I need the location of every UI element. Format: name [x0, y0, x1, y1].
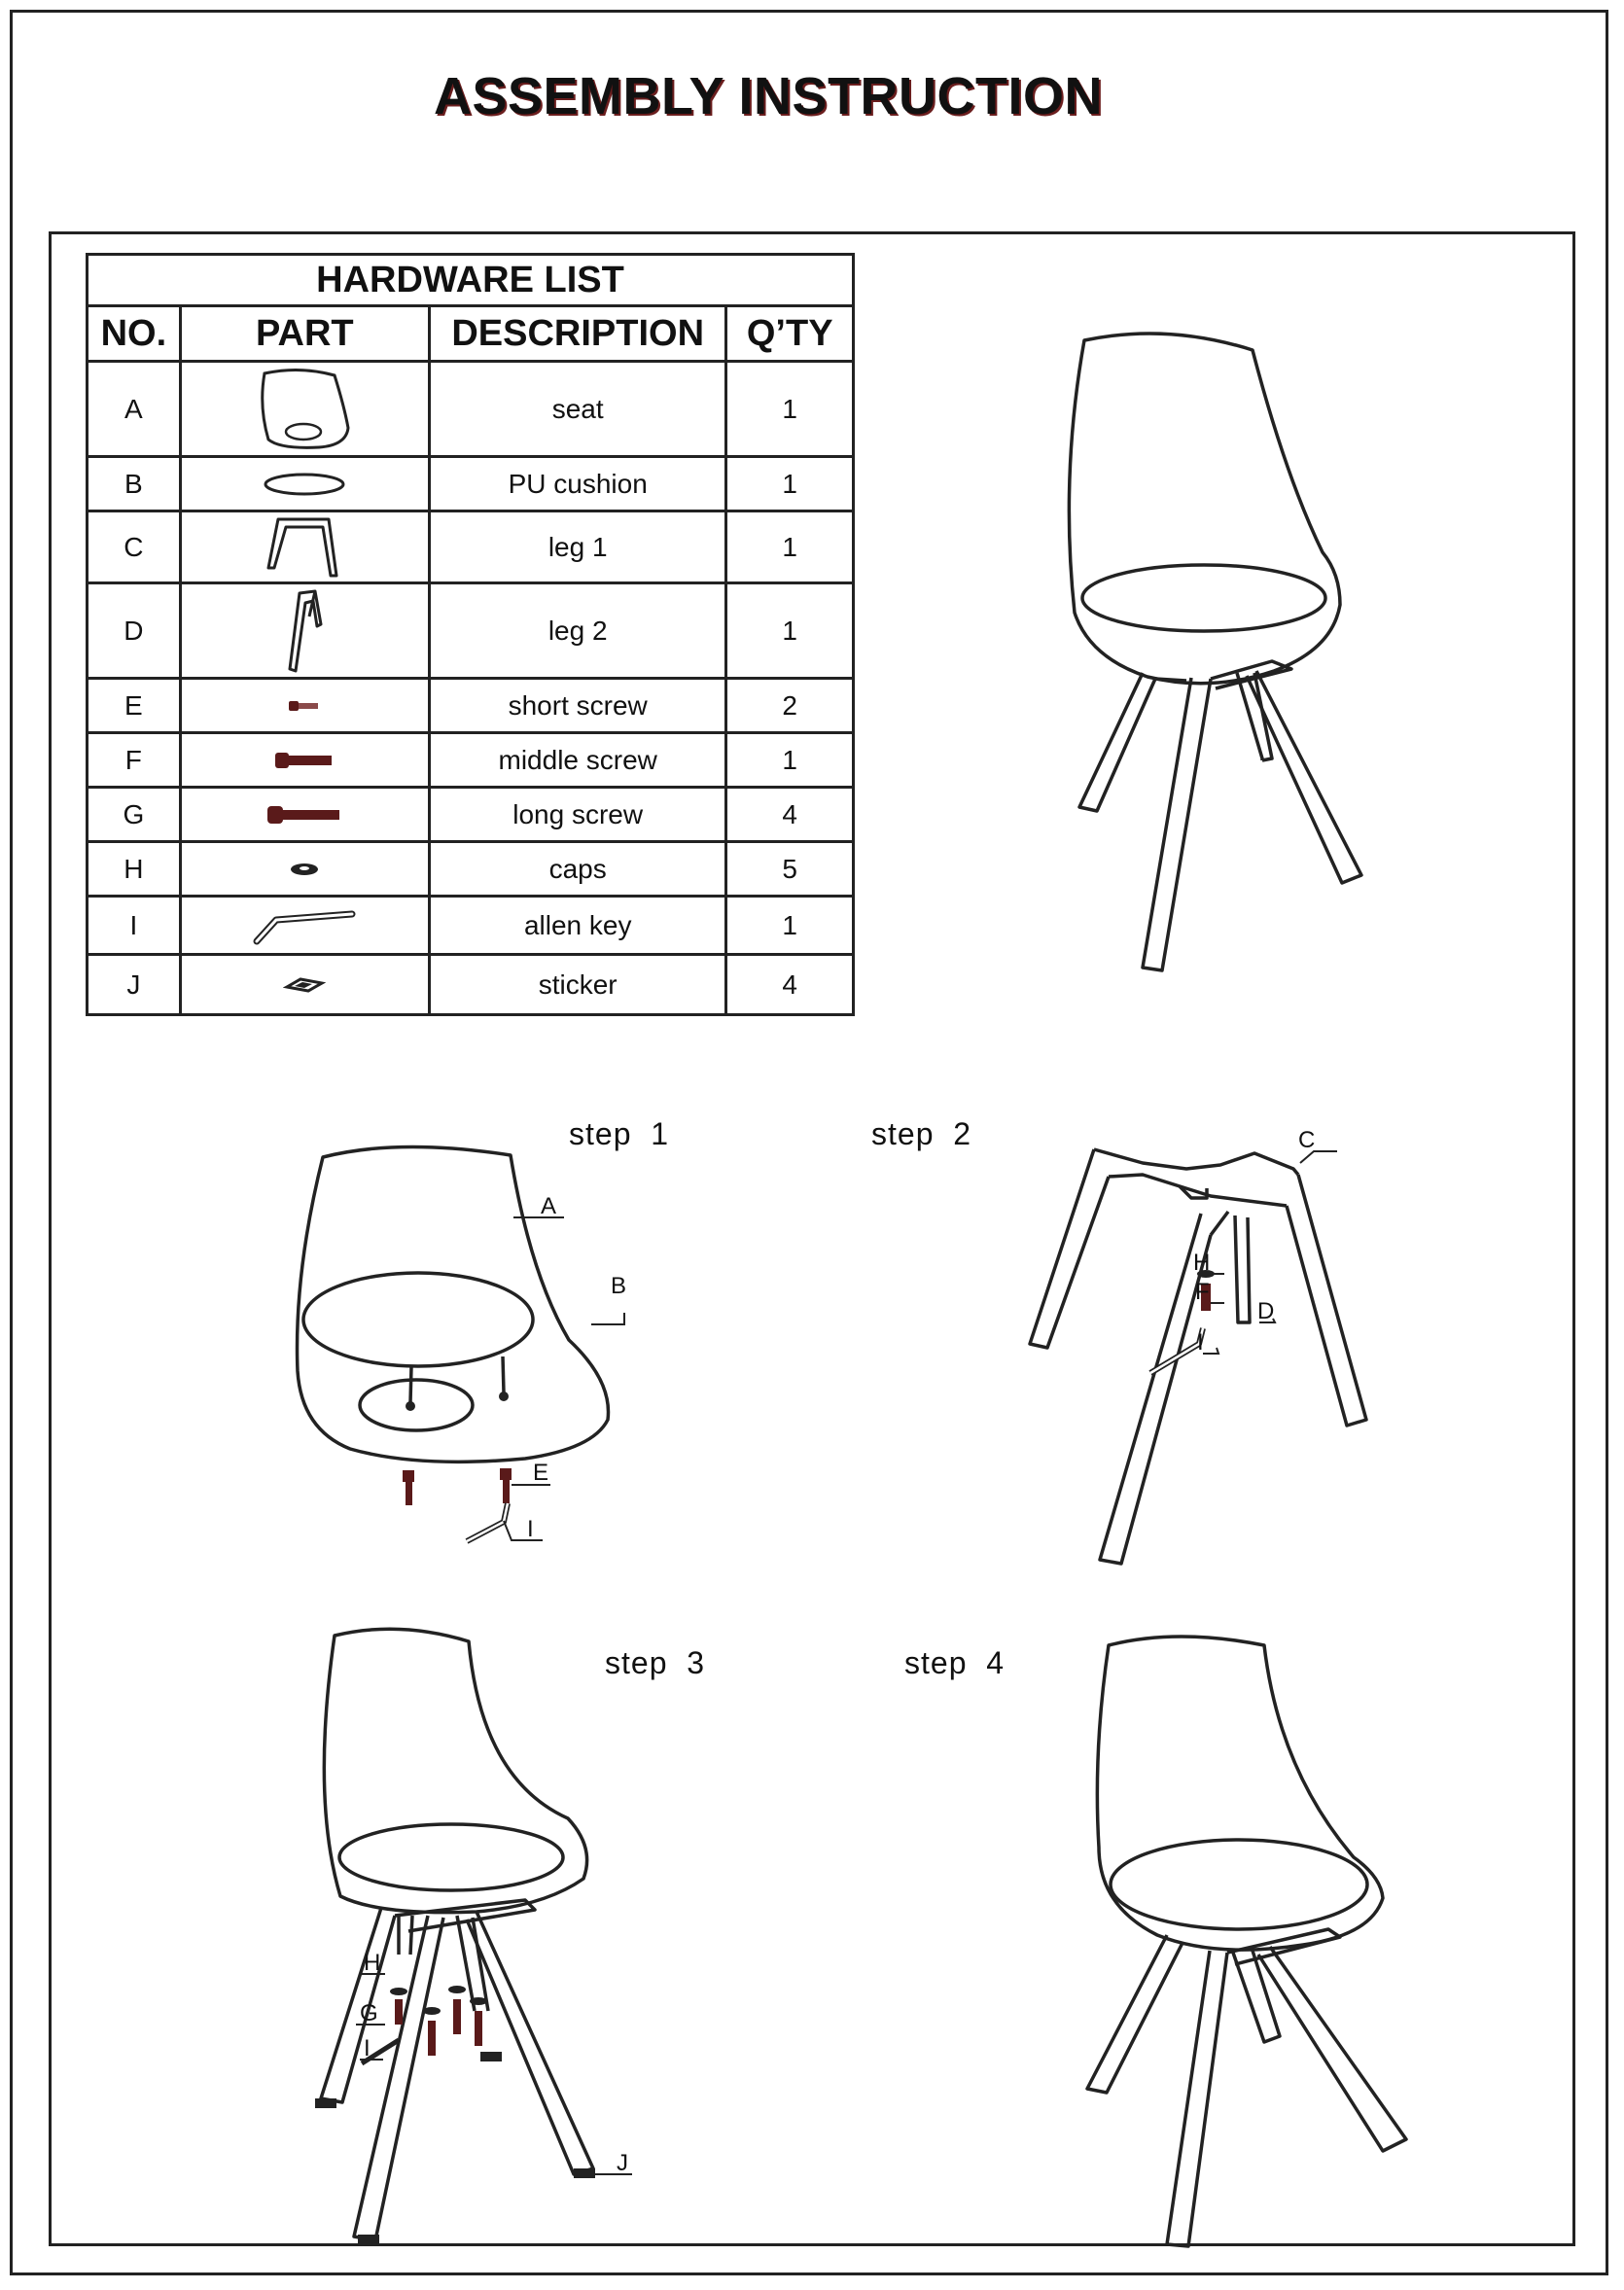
part-description: sticker: [429, 955, 725, 1015]
step-4-diagram: [1079, 1634, 1430, 2246]
part-description: long screw: [429, 788, 725, 842]
part-no: E: [88, 679, 181, 733]
part-description: short screw: [429, 679, 725, 733]
part-qty: 1: [726, 362, 854, 457]
step-2-label: step 2: [871, 1116, 972, 1151]
callout-e: E: [533, 1460, 549, 1486]
allen-key-icon: [180, 897, 429, 955]
leg-1-icon: [180, 511, 429, 583]
part-qty: 1: [726, 897, 854, 955]
part-qty: 4: [726, 955, 854, 1015]
part-qty: 1: [726, 457, 854, 511]
sticker-icon: [180, 955, 429, 1015]
long-screw-icon: [180, 788, 429, 842]
pu-cushion-icon: [180, 457, 429, 511]
part-no: G: [88, 788, 181, 842]
table-row: [88, 362, 854, 457]
table-row: [88, 955, 854, 1015]
table-row: [88, 583, 854, 679]
callout-b: B: [611, 1273, 627, 1299]
step-1-diagram: [282, 1138, 652, 1575]
hardware-list-caption: HARDWARE LIST: [88, 255, 854, 306]
part-no: J: [88, 955, 181, 1015]
column-header-part: PART: [180, 306, 429, 362]
part-description: PU cushion: [429, 457, 725, 511]
part-description: seat: [429, 362, 725, 457]
part-qty: 1: [726, 511, 854, 583]
callout-j: J: [617, 2150, 628, 2176]
part-description: leg 1: [429, 511, 725, 583]
part-qty: 1: [726, 733, 854, 788]
callout-h: H: [1193, 1250, 1211, 1276]
part-no: I: [88, 897, 181, 955]
table-row: [88, 897, 854, 955]
part-no: F: [88, 733, 181, 788]
part-description: middle screw: [429, 733, 725, 788]
page-title: ASSEMBLY INSTRUCTION: [433, 67, 1104, 125]
hardware-list-table: [86, 253, 855, 1016]
table-row: [88, 457, 854, 511]
part-no: H: [88, 842, 181, 897]
callout-i: I: [1197, 1329, 1204, 1356]
part-qty: 5: [726, 842, 854, 897]
step-3-diagram: [301, 1624, 652, 2246]
callout-a: A: [541, 1193, 557, 1219]
step-1-label: step 1: [569, 1116, 670, 1151]
part-description: caps: [429, 842, 725, 897]
callout-h: H: [364, 1950, 381, 1976]
callout-g: G: [360, 2000, 378, 2026]
step-2-diagram: [1016, 1128, 1386, 1575]
part-no: D: [88, 583, 181, 679]
table-row: [88, 842, 854, 897]
part-no: C: [88, 511, 181, 583]
step-4-label: step 4: [904, 1645, 1006, 1680]
part-description: leg 2: [429, 583, 725, 679]
column-header-qty: Q’TY: [726, 306, 854, 362]
column-header-no: NO.: [88, 306, 181, 362]
column-header-description: DESCRIPTION: [429, 306, 725, 362]
part-no: B: [88, 457, 181, 511]
part-no: A: [88, 362, 181, 457]
part-qty: 1: [726, 583, 854, 679]
callout-d: D: [1257, 1298, 1275, 1324]
part-description: allen key: [429, 897, 725, 955]
leg-2-icon: [180, 583, 429, 679]
callout-i: I: [527, 1516, 534, 1542]
part-qty: 4: [726, 788, 854, 842]
table-row: [88, 733, 854, 788]
part-qty: 2: [726, 679, 854, 733]
cap-icon: [180, 842, 429, 897]
table-row: [88, 679, 854, 733]
callout-i: I: [364, 2035, 371, 2061]
short-screw-icon: [180, 679, 429, 733]
step-3-label: step 3: [605, 1645, 706, 1680]
table-row: [88, 788, 854, 842]
callout-f: F: [1195, 1279, 1210, 1305]
assembled-chair-diagram: [1031, 331, 1439, 982]
table-row: [88, 511, 854, 583]
callout-c: C: [1298, 1127, 1316, 1153]
middle-screw-icon: [180, 733, 429, 788]
seat-icon: [180, 362, 429, 457]
